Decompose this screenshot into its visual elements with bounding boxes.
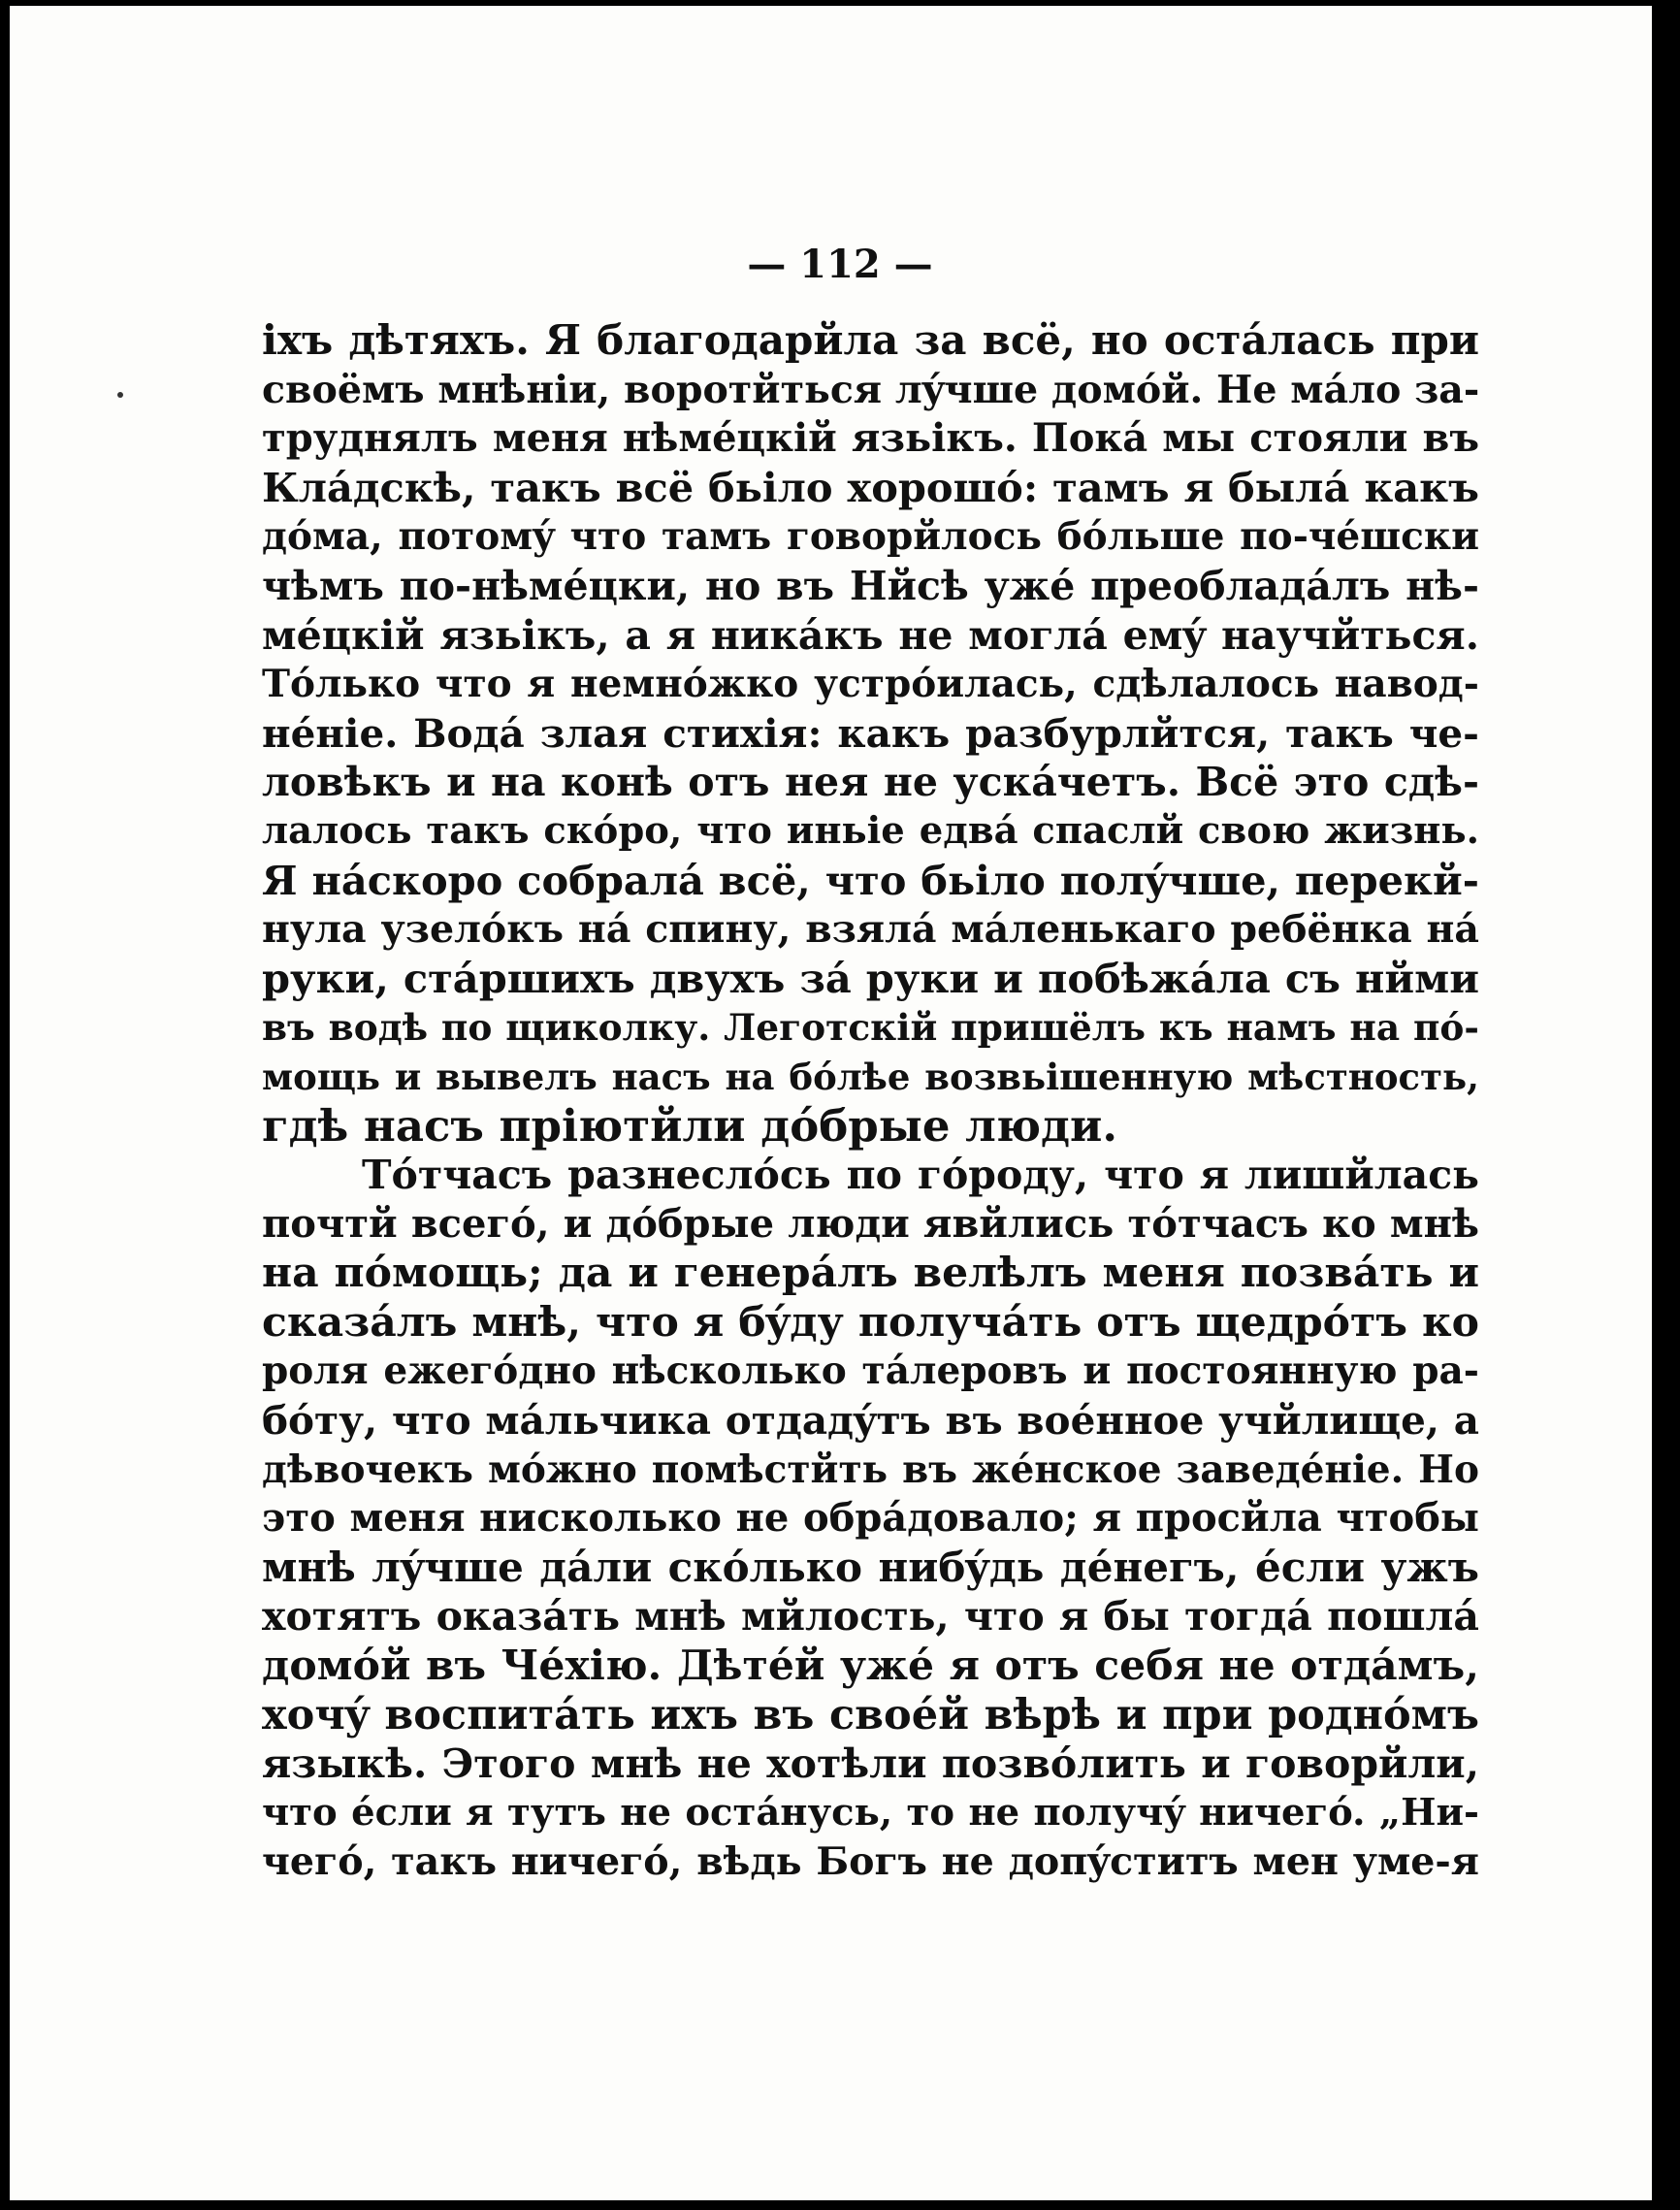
text-line: нула узелóкъ нá спину, взялá мáленькаго ребёнка нá [262,907,1479,953]
text-line: нéніе. Водá злая стихія: какъ разбурлйтся, такъ че- [262,709,1479,757]
text-line: дѣвочекъ мóжно помѣстйть въ жéнское заведéніе. Но [262,1446,1479,1492]
text-line: лалось такъ скóро, что иньіе едвá спаслй свою жизнь. [262,808,1479,853]
text-line: сказáлъ мнѣ, что я бýду получáть отъ щедрóтъ ко [262,1297,1479,1347]
scan-edge [1652,0,1680,2210]
scan-speck [117,392,123,398]
text-line: Тóлько что я немнóжко устрóилась, сдѣлалось навод- [262,662,1479,707]
text-line: ловѣкъ и на конѣ отъ нея не ускáчетъ. Всё это сдѣ- [262,759,1479,806]
body-text [262,316,1479,1887]
text-line: своёмъ мнѣніи, воротйться лýчше домóй. Не мáло за- [262,367,1480,412]
text-line: руки, стáршихъ двухъ зá руки и побѣжáла съ нйми [262,954,1479,1002]
text-line: іхъ дѣтяхъ. Я благодарйла за всё, но остáлась при [262,316,1479,364]
text-line: языкѣ. Этого мнѣ не хотѣли позвóлить и говорйли, [262,1740,1479,1788]
text-line: дóма, потомý что тамъ говорйлось бóльше по-чéшски [262,514,1479,560]
text-line: чѣмъ по-нѣмéцки, но въ Нйсѣ ужé преобладáлъ нѣ- [262,562,1479,609]
text-line: хотятъ оказáть мнѣ мйлость, что я бы тогдá пошлá [262,1593,1479,1641]
text-line: что éсли я тутъ не остáнусь, то не получý ничегó. „Ни- [262,1790,1479,1835]
text-line: чегó, такъ ничегó, вѣдь Богъ не допýститъ мен уме-я [262,1839,1479,1885]
text-line: труднялъ меня нѣмéцкій язьікъ. Покá мы стояли въ [262,415,1479,462]
text-line: въ водѣ по щиколку. Леготскій пришёлъ къ намъ на пó- [262,1006,1479,1050]
text-line: мéцкій язьікъ, а я никáкъ не моглá емý научйться. [262,611,1479,659]
text-line: на пóмощь; да и генерáлъ велѣлъ меня позвáть и [262,1249,1479,1298]
text-line: мощь и вывелъ насъ на бóлѣе возвьішенную мѣстность, [262,1055,1479,1098]
paragraph-start-line: Тóтчасъ разнеслóсь по гóроду, что я лишйлась [362,1152,1479,1199]
text-line: бóту, что мáльчика отдадýтъ въ воéнное учйлище, а [262,1397,1479,1445]
text-line: почтй всегó, и дóбрые люди явйлись тóтчасъ ко мнѣ [262,1200,1479,1247]
text-line: Я нáскоро собралá всё, что бьіло полýчше, перекй- [262,856,1479,904]
text-line: роля ежегóдно нѣсколько тáлеровъ и постоянную ра- [262,1349,1479,1394]
paragraph-end-line: гдѣ насъ пріютйли дóбрые люди. [262,1099,1118,1152]
text-line: это меня нисколько не обрáдовало; я просйла чтобы [262,1495,1479,1542]
text-line: хочý воспитáть ихъ въ своéй вѣрѣ и при роднóмъ [262,1690,1479,1739]
page-number: — 112 — [747,242,933,287]
text-line: мнѣ лýчше дáли скóлько нибýдь дéнегъ, éсли ужъ [262,1543,1479,1591]
text-line: Клáдскѣ, такъ всё бьіло хорошó: тамъ я былá какъ [262,463,1479,511]
text-line: домóй въ Чéхію. Дѣтéй ужé я отъ себя не отдáмъ, [262,1641,1479,1691]
